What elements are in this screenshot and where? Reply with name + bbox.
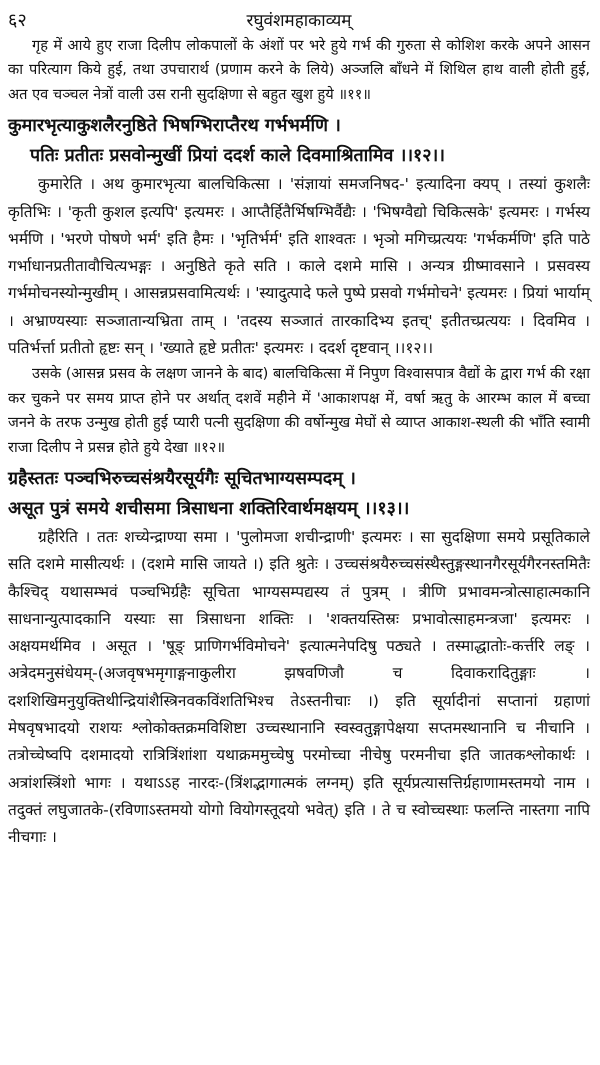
commentary-verse-12: कुमारेति । अथ कुमारभृत्या बालचिकित्सा । 'संज्ञायां समजनिषद-' इत्यादिना क्यप् । तस्यां कुशलैः कृतिभिः । 'कृती कुशल इत्यपि' इत्यमरः । आप्तैर्हितैर्भिषग्भिर्वैद्यैः । 'भिषग्वैद्यो चिकित्सके' इत्यमरः । गर्भस्य भर्मणि । 'भरणे पोषणे भर्म' इति हैमः । 'भृतिर्भर्म' इति शाश्वतः । भृञो मगिच्प्रत्ययः 'गर्भकर्मणि' इति पाठे गर्भाधानप्रतीतावौचित्यभङ्गः । अनुष्ठिते कृते सति । काले दशमे मासि । अन्यत्र ग्रीष्मावसाने । प्रसवस्य गर्भमोचनस्योन्मुखीम् । आसन्नप्रसवामित्यर्थः । 'स्यादुत्पादे फले पुष्पे प्रसवो गर्भमोचने' इत्यमरः । प्रियां भार्याम् । अभ्राण्यस्याः सञ्जातान्यभ्रिता ताम् । 'तदस्य सञ्जातं तारकादिभ्य इतच्' इतीतच्प्रत्ययः । दिवमिव । पतिर्भर्त्ता प्रतीतो हृष्टः सन् । 'ख्याते हृष्टे प्रतीतः' इत्यमरः । ददर्श दृष्टवान् ।।१२।।	[8, 175, 590, 357]
verse-13-line-2: असूत पुत्रं समये शचीसमा त्रिसाधना शक्तिरिवार्थमक्षयम् ।।१३।।	[8, 497, 410, 519]
hindi-translation-verse-12: उसके (आसन्न प्रसव के लक्षण जानने के बाद) बालचिकित्सा में निपुण विश्वासपात्र वैद्यों के द्वारा गर्भ की रक्षा कर चुकने पर समय प्राप्त होने पर अर्थात् दशवें महीने में 'आकाशपक्ष में, वर्षा ऋतु के आरम्भ काल में बच्चा जनने के तरफ उन्मुख होती हुई प्यारी पत्नी सुदक्षिणा की वर्षोन्मुख मेघों से व्याप्त आकाश-स्थली की भाँति स्वामी राजा दिलीप ने प्रसन्न होते हुये देखा ॥१२॥	[8, 365, 590, 456]
page-number: ६२	[8, 10, 27, 31]
verse-12	[8, 111, 590, 171]
verse-12-line-2: पतिः प्रतीतः प्रसवोन्मुखीं प्रियां ददर्श काले दिवमाश्रितामिव ।।१२।।	[30, 145, 446, 167]
commentary-verse-13: ग्रहैरिति । ततः शच्येन्द्राण्या समा । 'पुलोमजा शचीन्द्राणी' इत्यमरः । सा सुदक्षिणा समये प्रसूतिकाले सति दशमे मासीत्यर्थः । (दशमे मासि जायते ।) इति श्रुतेः । उच्चसंश्रयैरुच्चसंस्थैस्तुङ्गस्थानगैरसूर्यगैरनस्तमितैः कैश्चिद् यथासम्भवं पञ्चभिर्ग्रहैः सूचिता भाग्यसम्पद्यस्य तं पुत्रम् । त्रीणि प्रभावमन्त्रोत्साहात्मकानि साधनान्युत्पादकानि यस्याः सा त्रिसाधना शक्तिः । 'शक्तयस्तिस्रः प्रभावोत्साहमन्त्रजा' इत्यमरः । अक्षयमर्थमिव । असूत । 'षूङ् प्राणिगर्भविमोचने' इत्यात्मनेपदिषु पठ्यते । तस्माद्धातोः-कर्त्तरि लङ् । अत्रेदमनुसंधेयम्-(अजवृषभमृगाङ्गनाकुलीरा झषवणिजौ च दिवाकरादितुङ्गाः । दशशिखिमनुयुक्तिथीन्द्रियांशैस्त्रिनवकविंशतिभिश्च तेऽस्तनीचाः ।) इति सूर्यादीनां सप्तानां ग्रहाणां मेषवृषभादयो राशयः श्लोकोक्तक्रमविशिष्टा उच्चस्थानानि स्वस्वतुङ्गापेक्षया सप्तमस्थानानि च नीचानि । तत्रोच्चेष्वपि दशमादयो रात्रित्रिंशांशा यथाक्रममुच्चेषु परमोच्चा नीचेषु परमनीचा इति जातकश्लोकार्थः । अत्रांशस्त्रिंशो भागः । यथाऽऽह नारदः-(त्रिंशद्भागात्मकं लग्नम्) इति सूर्यप्रत्यासत्तिर्ग्रहाणामस्तमयो नाम । तदुक्तं लघुजातके-(रविणाऽस्तमयो योगो वियोगस्तूदयो भवेत्) इति । ते च स्वोच्चस्थाः फलन्ति नास्तगा नापि नीचगाः ।	[8, 527, 590, 847]
verse-13	[8, 464, 590, 524]
hindi-translation-verse-11: गृह में आये हुए राजा दिलीप लोकपालों के अंशों पर भरे हुये गर्भ की गुरुता से कोशिश करके अपने आसन का परित्याग किये हुई, तथा उपचारार्थ (प्रणाम करने के लिये) अञ्जलि बाँधने में शिथिल हाथ वाली होती हुई, अत एव चञ्चल नेत्रों वाली उस रानी सुदक्षिणा से बहुत खुश हुये ॥११॥	[8, 37, 590, 103]
page-header	[8, 8, 590, 34]
verse-13-line-1: ग्रहैस्ततः पञ्चभिरुच्चसंश्रयैरसूर्यगैः सूचितभाग्यसम्पदम् ।	[8, 467, 356, 489]
verse-12-line-1: कुमारभृत्याकुशलैरनुष्ठिते भिषग्भिराप्तैरथ गर्भभर्मणि ।	[8, 115, 341, 137]
running-title: रघुवंशमहाकाव्यम्	[246, 11, 352, 31]
